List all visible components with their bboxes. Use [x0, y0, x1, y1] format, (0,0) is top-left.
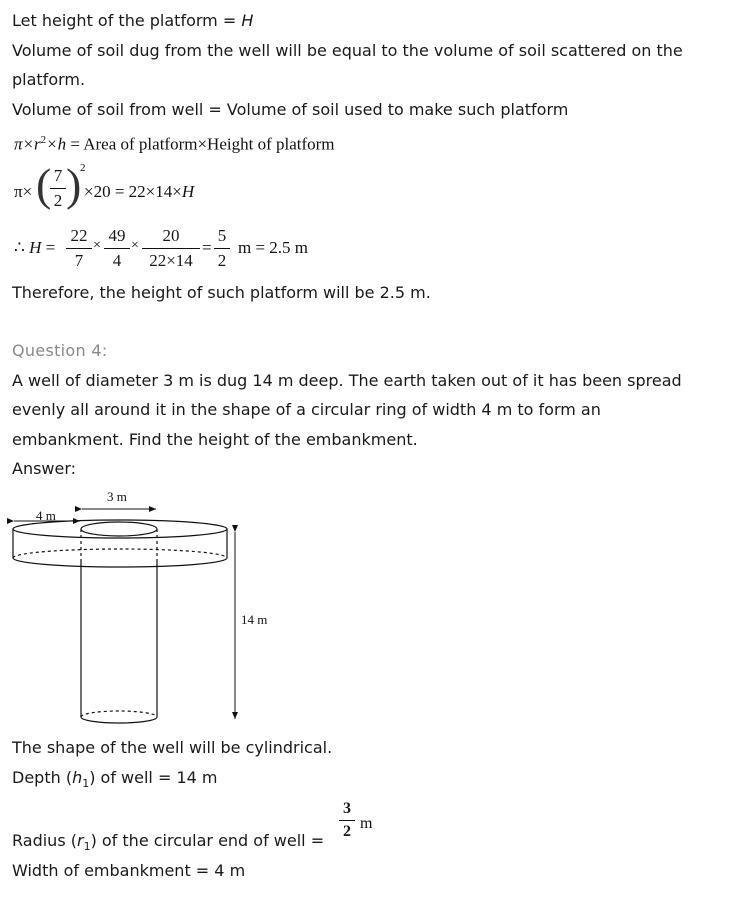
eq3-frac1 [66, 226, 92, 271]
eq3-equals-2: = [202, 238, 212, 257]
eq3-equals: = [45, 238, 56, 257]
eq3-frac3 [142, 226, 200, 271]
embankment-bottom-back [13, 549, 227, 558]
f4-den: 2 [217, 251, 227, 270]
f1-den: 7 [74, 251, 84, 270]
f3-bar [142, 248, 200, 249]
f3-den: 22×14 [149, 251, 193, 270]
question-heading: Question 4: [12, 341, 108, 360]
f2-bar [104, 248, 130, 249]
eq3-frac2 [104, 226, 130, 271]
fig-label-14m: 14 m [241, 612, 268, 627]
well-top-ellipse [81, 522, 157, 536]
embankment-bottom-front [13, 558, 227, 567]
line-platform: platform. [12, 70, 86, 89]
question-line-2: evenly all around it in the shape of a circular ring of width 4 m to form an [12, 400, 601, 419]
line-platform-height [12, 11, 253, 31]
line-conclusion: Therefore, the height of such platform will be 2.5 m. [12, 283, 431, 302]
eq1-rhs: = Area of platform×Height of platform [66, 134, 335, 154]
eq2-H: H [181, 182, 195, 201]
eq3-frac4 [214, 226, 230, 271]
answer-line-depth [12, 768, 217, 794]
text: Radius ( [12, 831, 77, 850]
therefore-sign: ∴ [14, 238, 30, 257]
var-h: h [72, 768, 83, 787]
radius-den: 2 [343, 823, 351, 840]
eq2-rest [84, 182, 194, 202]
text: ) of well = 14 m [89, 768, 218, 787]
radius-unit: m [360, 815, 373, 832]
radius-fraction [339, 800, 355, 841]
radius-bar [339, 820, 355, 821]
times-1: × [93, 238, 101, 253]
line-volume-equal: Volume of soil dug from the well will be equal to the volume of soil scattered on the [12, 41, 683, 60]
answer-label: Answer: [12, 459, 77, 478]
answer-line-radius [12, 831, 324, 857]
var-r: r [76, 831, 84, 850]
f2-num: 49 [108, 226, 126, 245]
f3-num: 20 [162, 226, 180, 245]
eq1-h: ×h [46, 134, 67, 154]
eq2-paren-right: ) [66, 159, 82, 210]
eq2-den: 2 [53, 191, 63, 210]
well-bottom-front [81, 717, 157, 723]
eq2-fraction [50, 166, 66, 211]
times-2: × [131, 238, 139, 253]
f1-bar [66, 248, 92, 249]
radius-num: 3 [343, 800, 351, 817]
eq1-lhs: π×r [14, 134, 41, 154]
eq2-pi: π× [14, 182, 33, 201]
equation-volume [14, 134, 335, 155]
f1-num: 22 [70, 226, 88, 245]
eq3-lhs [14, 238, 55, 258]
eq2-paren-left: ( [36, 159, 52, 210]
well-bottom-back [81, 711, 157, 717]
answer-line-width: Width of embankment = 4 m [12, 861, 246, 880]
question-line-1: A well of diameter 3 m is dug 14 m deep. The earth taken out of it has been spread [12, 371, 682, 390]
var-H: H [241, 11, 254, 30]
eq1-sup: 2 [40, 134, 47, 146]
sub: 1 [83, 840, 91, 854]
text: Depth ( [12, 768, 73, 787]
f2-den: 4 [112, 251, 122, 270]
eq2-sup: 2 [80, 162, 86, 174]
answer-line-1: The shape of the well will be cylindrical. [12, 738, 333, 757]
text: ) of the circular end of well = [90, 831, 325, 850]
fig-label-3m: 3 m [107, 489, 127, 504]
eq3-result: m = 2.5 m [238, 238, 309, 257]
f4-bar [214, 248, 230, 249]
eq3-H: H [29, 238, 42, 257]
text: Let height of the platform = [12, 11, 242, 30]
line-volume-from-well: Volume of soil from well = Volume of soil used to make such platform [12, 100, 569, 119]
f4-num: 5 [217, 226, 227, 245]
fig-label-4m: 4 m [36, 508, 56, 523]
eq2-bar [50, 188, 66, 189]
sub: 1 [82, 777, 90, 791]
eq2-num: 7 [53, 166, 63, 185]
eq2-rest-text: ×20 = 22×14× [84, 182, 182, 201]
question-line-3: embankment. Find the height of the embankment. [12, 430, 418, 449]
